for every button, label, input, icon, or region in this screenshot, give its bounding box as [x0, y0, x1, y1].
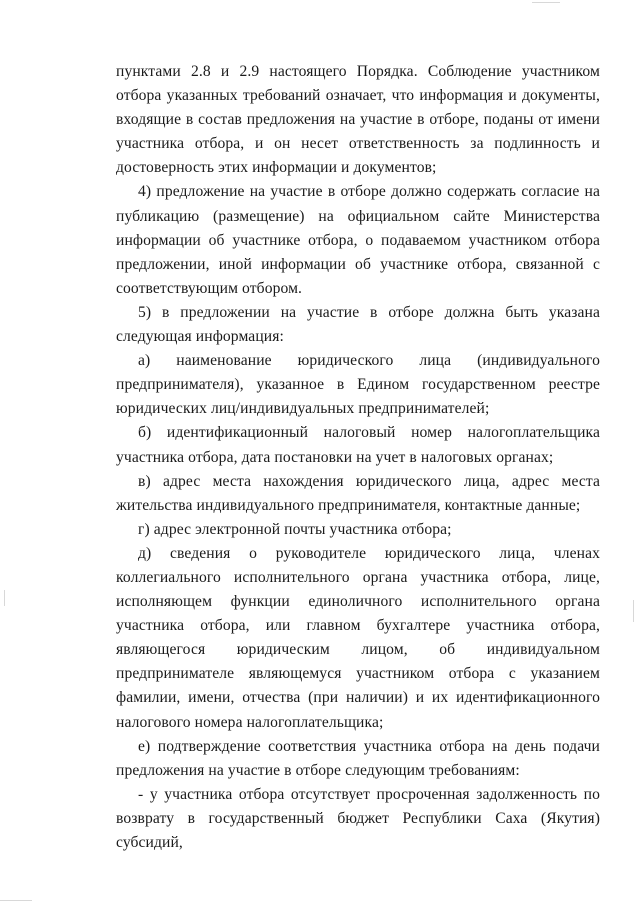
paragraph-subitem-a: а) наименование юридического лица (индивидуального предпринимателя), указанное в Едином государственном реестре юридических лиц/индивидуальных предпринимателей; — [116, 352, 600, 418]
scan-artifact — [0, 900, 32, 901]
scan-artifact — [532, 2, 560, 3]
paragraph-item-4: 4) предложение на участие в отборе должно содержать согласие на публикацию (размещение) на официальном сайте Министерства информации об участнике отбора, о подаваемом участником отбора предложении, иной информации об участнике отбора, связанной с соответствующим отбором. — [116, 183, 600, 297]
paragraph-subitem-v: в) адрес места нахождения юридического лица, адрес места жительства индивидуального предпринимателя, контактные данные; — [116, 472, 600, 514]
paragraph-subitem-e: е) подтверждение соответствия участника отбора на день подачи предложения на участие в отборе следующим требованиям: — [116, 737, 600, 779]
paragraph-subitem-g: г) адрес электронной почты участника отбора; — [138, 520, 452, 538]
paragraph-item-5: 5) в предложении на участие в отборе должна быть указана следующая информация: — [116, 303, 600, 346]
paragraph-requirement-item: - у участника отбора отсутствует просроченная задолженность по возврату в государственный бюджет Республики Саха (Якутия) субсидий, — [116, 785, 600, 851]
paragraph-subitem-b: б) идентификационный налоговый номер налогоплательщика участника отбора, дата постановки на учет в налоговых органах; — [116, 424, 600, 466]
paragraph-continuation: пунктами 2.8 и 2.9 настоящего Порядка. Соблюдение участником отбора указанных требований означает, что информация и документы, входящие в состав предложения на участие в отборе, поданы от имени участника отбора, и он несет ответственность за подлинность и достоверность этих информации и документов; — [116, 63, 600, 177]
scan-artifact — [633, 600, 634, 622]
scan-artifact — [4, 590, 5, 606]
paragraph-subitem-d: д) сведения о руководителе юридического лица, членах коллегиального исполнительного органа участника отбора, лице, исполняющем функции единоличного исполнительного органа участника отбора, или главном бухгалтере участника отбора, являющегося юридическим лицом, об индивидуальном предпринимателе являющемуся участником отбора с указанием фамилии, имени, отчества (при наличии) и их идентификационного налогового номера налогоплательщика; — [116, 544, 600, 731]
document-body — [116, 60, 600, 855]
